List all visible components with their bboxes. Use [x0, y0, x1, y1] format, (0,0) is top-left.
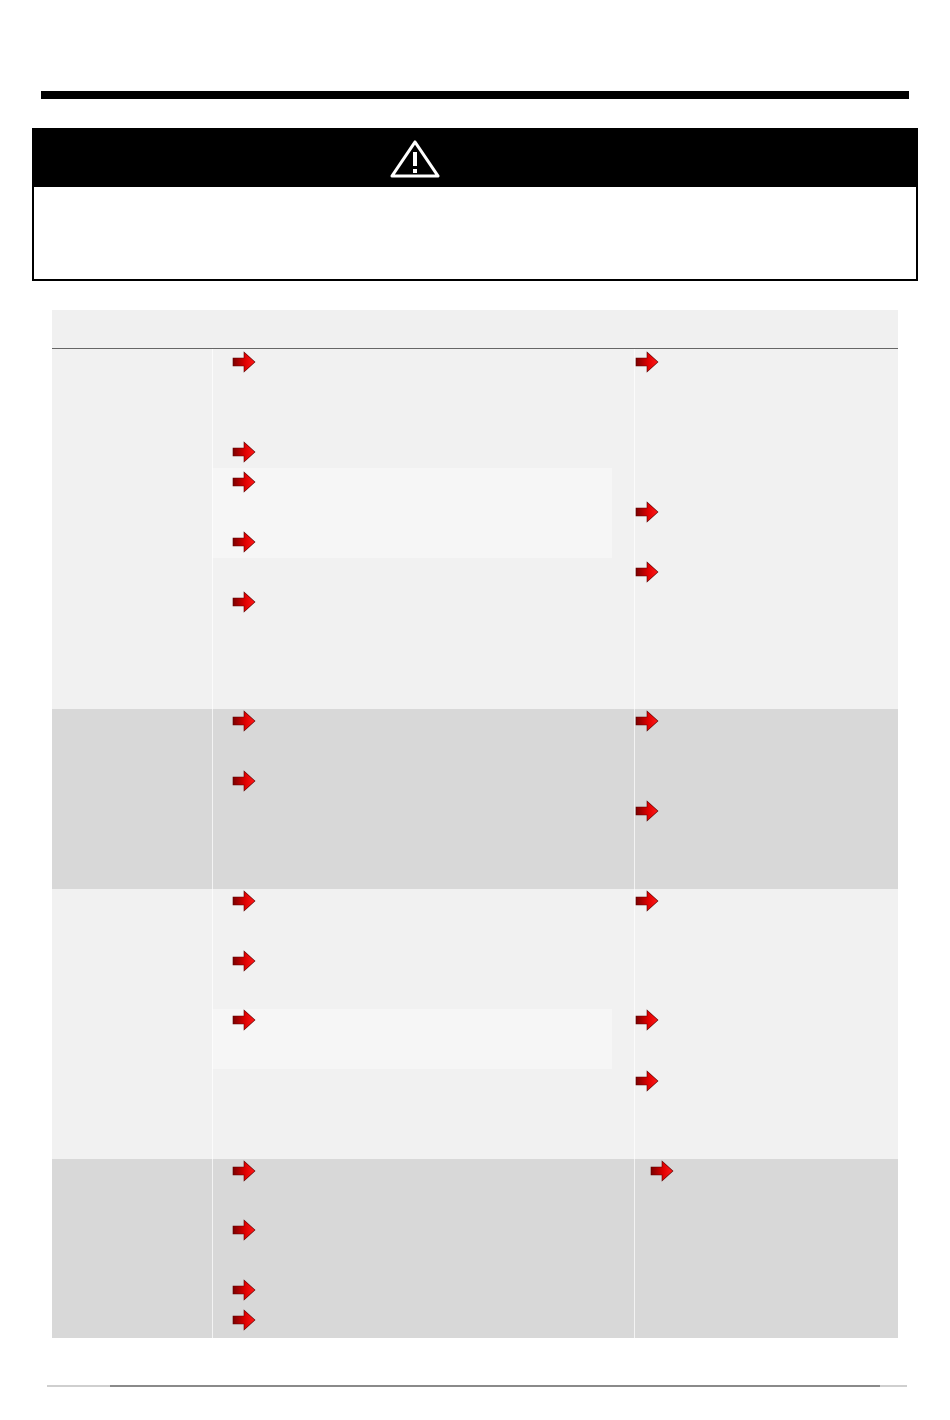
table-row-shade [212, 1009, 612, 1069]
table-row [52, 709, 898, 889]
red-arrow-icon [231, 710, 257, 732]
red-arrow-icon [634, 501, 660, 523]
red-arrow-icon [231, 1219, 257, 1241]
red-arrow-icon [231, 1160, 257, 1182]
warning-box [32, 128, 918, 281]
red-arrow-icon [634, 800, 660, 822]
table-row-shade [212, 468, 612, 558]
bottom-rule-accent [110, 1385, 880, 1387]
table-header-row [52, 310, 898, 348]
warning-header [34, 130, 916, 187]
red-arrow-icon [231, 890, 257, 912]
red-arrow-icon [634, 890, 660, 912]
red-arrow-icon [231, 950, 257, 972]
red-arrow-icon [231, 1009, 257, 1031]
warning-triangle-icon [388, 137, 442, 181]
red-arrow-icon [634, 1070, 660, 1092]
red-arrow-icon [231, 471, 257, 493]
red-arrow-icon [231, 441, 257, 463]
red-arrow-icon [231, 1309, 257, 1331]
red-arrow-icon [649, 1160, 675, 1182]
red-arrow-icon [231, 531, 257, 553]
red-arrow-icon [634, 351, 660, 373]
red-arrow-icon [231, 351, 257, 373]
red-arrow-icon [634, 710, 660, 732]
red-arrow-icon [634, 1009, 660, 1031]
info-table [52, 310, 898, 1338]
column-divider [634, 349, 635, 1338]
column-divider [212, 349, 213, 1338]
top-rule [41, 91, 909, 99]
table-row [52, 1159, 898, 1338]
red-arrow-icon [231, 1279, 257, 1301]
red-arrow-icon [231, 591, 257, 613]
red-arrow-icon [634, 561, 660, 583]
red-arrow-icon [231, 770, 257, 792]
